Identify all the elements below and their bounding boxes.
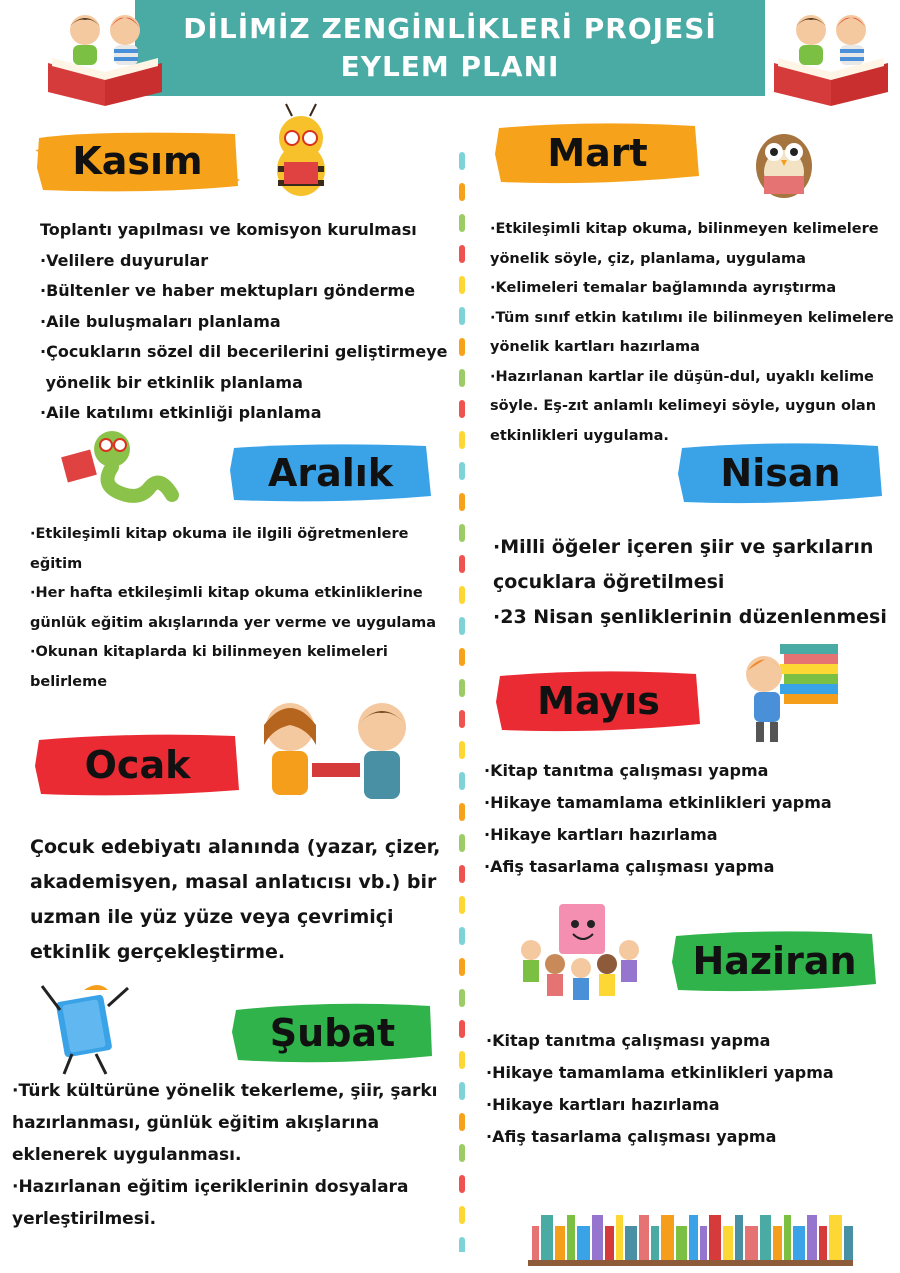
boy-carrying-books-icon <box>740 640 850 750</box>
subat-line: hazırlanması, günlük eğitim akışlarına <box>12 1113 380 1133</box>
month-label-mayis <box>496 668 701 734</box>
bookworm-icon <box>60 425 185 510</box>
bee-reading-icon <box>262 100 340 200</box>
month-label-kasim <box>35 128 240 194</box>
ocak-line: Çocuk edebiyatı alanında (yazar, çizer, <box>30 836 441 858</box>
month-label-aralik <box>228 440 433 506</box>
aralik-line: günlük eğitim akışlarında yer verme ve uygulama <box>30 614 437 631</box>
month-name-mart: Mart <box>547 131 648 175</box>
kasim-line: yönelik bir etkinlik planlama <box>40 372 303 392</box>
page-title-line1: DİLİMİZ ZENGİNLİKLERİ PROJESİ <box>183 12 717 45</box>
children-sharing-book-icon <box>250 695 425 807</box>
kasim-line: ·Aile buluşmaları planlama <box>40 311 281 331</box>
kasim-text <box>40 215 447 429</box>
kasim-line: ·Çocukların sözel dil becerilerini geliştirmeye <box>40 342 448 361</box>
month-name-mayis: Mayıs <box>537 679 660 723</box>
subat-line: ·Türk kültürüne yönelik tekerleme, şiir, şarkı <box>12 1081 438 1101</box>
haziran-line: ·Hikaye tamamlama etkinlikleri yapma <box>486 1063 834 1082</box>
month-label-subat <box>230 1000 435 1066</box>
haziran-line: ·Afiş tasarlama çalışması yapma <box>486 1127 777 1146</box>
nisan-line: ·23 Nisan şenliklerinin düzenlenmesi <box>493 606 887 628</box>
bookshelf-icon <box>528 1200 853 1270</box>
subat-line: eklenerek uygulanması. <box>12 1145 242 1165</box>
aralik-line: ·Etkileşimli kitap okuma ile ilgili öğretmenlere <box>30 526 409 542</box>
month-name-haziran: Haziran <box>692 939 857 983</box>
month-name-nisan: Nisan <box>720 451 841 495</box>
aralik-line: eğitim <box>30 555 83 572</box>
month-name-kasim: Kasım <box>72 139 203 183</box>
nisan-line: çocuklara öğretilmesi <box>493 571 725 593</box>
children-around-book-icon <box>515 900 645 1005</box>
book-character-icon <box>38 980 133 1078</box>
mayis-line: ·Hikaye tamamlama etkinlikleri yapma <box>484 793 832 812</box>
mart-line: ·Hazırlanan kartlar ile düşün-dul, uyaklı kelime <box>490 368 874 385</box>
mayis-line: ·Hikaye kartları hazırlama <box>484 825 718 844</box>
mart-line: yönelik kartları hazırlama <box>490 339 700 355</box>
mart-line: ·Tüm sınıf etkin katılımı ile bilinmeyen kelimelere <box>490 309 894 326</box>
page-title-line2: EYLEM PLANI <box>340 50 560 83</box>
owl-reading-icon <box>750 120 818 200</box>
subat-line: yerleştirilmesi. <box>12 1209 157 1229</box>
kasim-line: ·Aile katılımı etkinliği planlama <box>40 403 322 422</box>
mart-line: yönelik söyle, çiz, planlama, uygulama <box>490 250 806 267</box>
kasim-line: Toplantı yapılması ve komisyon kurulması <box>40 220 417 239</box>
mayis-line: ·Afiş tasarlama çalışması yapma <box>484 857 775 876</box>
ocak-line: etkinlik gerçekleştirme. <box>30 941 286 963</box>
subat-line: ·Hazırlanan eğitim içeriklerinin dosyalara <box>12 1177 409 1197</box>
month-name-aralik: Aralık <box>267 451 394 495</box>
ocak-line: akademisyen, masal anlatıcısı vb.) bir <box>30 871 437 893</box>
mart-text <box>490 215 894 451</box>
kasim-line: ·Velilere duyurular <box>40 250 209 270</box>
mart-line: söyle. Eş-zıt anlamlı kelimeyi söyle, uygun olan <box>490 398 877 414</box>
ocak-text <box>30 830 440 970</box>
mayis-text <box>484 755 832 883</box>
title-banner <box>135 0 765 96</box>
month-label-haziran <box>672 928 877 994</box>
mayis-line: ·Kitap tanıtma çalışması yapma <box>484 761 769 780</box>
haziran-line: ·Kitap tanıtma çalışması yapma <box>486 1031 771 1050</box>
kasim-line: ·Bültenler ve haber mektupları gönderme <box>40 281 416 300</box>
haziran-line: ·Hikaye kartları hazırlama <box>486 1095 720 1114</box>
aralik-line: belirleme <box>30 673 108 690</box>
aralik-line: ·Her hafta etkileşimli kitap okuma etkinliklerine <box>30 585 423 601</box>
kids-reading-book-left-icon <box>40 8 175 108</box>
mart-line: ·Etkileşimli kitap okuma, bilinmeyen kelimelere <box>490 221 879 237</box>
month-label-ocak <box>35 732 240 798</box>
center-divider <box>458 152 466 1252</box>
month-name-subat: Şubat <box>269 1011 396 1055</box>
mart-line: etkinlikleri uygulama. <box>490 427 669 444</box>
nisan-text <box>493 530 887 635</box>
aralik-text <box>30 520 436 697</box>
nisan-line: ·Milli öğeler içeren şiir ve şarkıların <box>493 536 874 558</box>
subat-text <box>12 1075 437 1235</box>
month-label-mart <box>495 120 700 186</box>
haziran-text <box>486 1025 834 1153</box>
month-name-ocak: Ocak <box>84 743 191 787</box>
aralik-line: ·Okunan kitaplarda ki bilinmeyen kelimeleri <box>30 644 388 660</box>
month-label-nisan <box>678 440 883 506</box>
ocak-line: uzman ile yüz yüze veya çevrimiçi <box>30 906 394 928</box>
kids-reading-book-right-icon <box>766 8 900 108</box>
mart-line: ·Kelimeleri temalar bağlamında ayrıştırma <box>490 280 837 296</box>
